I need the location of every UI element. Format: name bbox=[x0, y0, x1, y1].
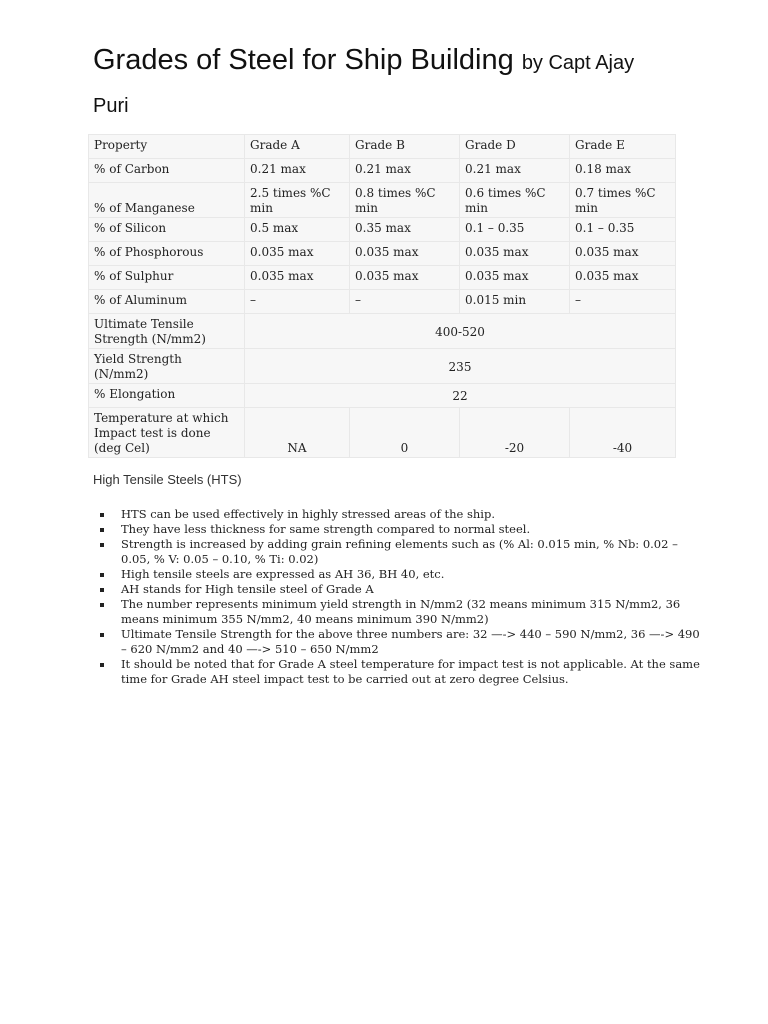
table-cell: % of Sulphur bbox=[89, 266, 245, 290]
table-row bbox=[89, 183, 676, 218]
hts-heading: High Tensile Steels (HTS) bbox=[93, 472, 242, 487]
table-cell: 0.035 max bbox=[570, 242, 676, 266]
table-cell: 0.1 – 0.35 bbox=[460, 218, 570, 242]
header-cell-grade-b: Grade B bbox=[350, 135, 460, 159]
table-cell: 0.35 max bbox=[350, 218, 460, 242]
list-item: Strength is increased by adding grain refining elements such as (% Al: 0.015 min, % Nb: 0.02 – 0.05, % V: 0.05 – 0.10, % Ti: 0.02) bbox=[121, 537, 701, 567]
steel-grades-table bbox=[88, 134, 676, 458]
table-cell: % of Carbon bbox=[89, 159, 245, 183]
table-cell: % of Manganese bbox=[89, 183, 245, 218]
header-cell-property: Property bbox=[89, 135, 245, 159]
table-row bbox=[89, 290, 676, 314]
table-cell: % of Silicon bbox=[89, 218, 245, 242]
table-row bbox=[89, 266, 676, 290]
table-cell: 0.8 times %C min bbox=[350, 183, 460, 218]
table-cell: 0.1 – 0.35 bbox=[570, 218, 676, 242]
title-main: Grades of Steel for Ship Building bbox=[93, 44, 514, 76]
table-row-uts bbox=[89, 314, 676, 349]
table-cell: – bbox=[350, 290, 460, 314]
table-cell: – bbox=[245, 290, 350, 314]
header-cell-grade-d: Grade D bbox=[460, 135, 570, 159]
list-item: High tensile steels are expressed as AH 36, BH 40, etc. bbox=[121, 567, 701, 582]
table-row-yield bbox=[89, 349, 676, 384]
table-row-impact bbox=[89, 408, 676, 458]
table-cell: 0.7 times %C min bbox=[570, 183, 676, 218]
uts-label-cell: Ultimate Tensile Strength (N/mm2) bbox=[89, 314, 245, 349]
table-cell: 0.6 times %C min bbox=[460, 183, 570, 218]
table-cell: 0.035 max bbox=[245, 266, 350, 290]
uts-value-cell: 400-520 bbox=[245, 314, 676, 349]
table-cell: 0.035 max bbox=[350, 242, 460, 266]
hts-bullet-list bbox=[93, 507, 701, 687]
elongation-value-cell: 22 bbox=[245, 384, 676, 408]
elongation-label-cell: % Elongation bbox=[89, 384, 245, 408]
table-row bbox=[89, 159, 676, 183]
list-item: AH stands for High tensile steel of Grade A bbox=[121, 582, 701, 597]
table-cell: 0.035 max bbox=[460, 266, 570, 290]
impact-cell-grade-b: 0 bbox=[350, 408, 460, 458]
table-row bbox=[89, 218, 676, 242]
table-cell: % of Phosphorous bbox=[89, 242, 245, 266]
table-cell: 0.18 max bbox=[570, 159, 676, 183]
impact-cell-grade-e: -40 bbox=[570, 408, 676, 458]
header-cell-grade-e: Grade E bbox=[570, 135, 676, 159]
table-cell: 0.035 max bbox=[460, 242, 570, 266]
impact-label-cell: Temperature at which Impact test is done (deg Cel) bbox=[89, 408, 245, 458]
list-item: They have less thickness for same strength compared to normal steel. bbox=[121, 522, 701, 537]
table-cell: – bbox=[570, 290, 676, 314]
impact-cell-grade-a: NA bbox=[245, 408, 350, 458]
list-item: Ultimate Tensile Strength for the above three numbers are: 32 —-> 440 – 590 N/mm2, 36 —-> 490 – 620 N/mm2 and 40 —-> 510 – 650 N/mm2 bbox=[121, 627, 700, 656]
list-item: It should be noted that for Grade A steel temperature for impact test is not applicable. At the same time for Grade AH steel impact test to be carried out at zero degree Celsius. bbox=[121, 657, 700, 686]
table-cell: 0.21 max bbox=[350, 159, 460, 183]
table-header-row bbox=[89, 135, 676, 159]
table-cell: 0.035 max bbox=[245, 242, 350, 266]
yield-label-cell: Yield Strength (N/mm2) bbox=[89, 349, 245, 384]
list-item: HTS can be used effectively in highly stressed areas of the ship. bbox=[121, 507, 701, 522]
impact-cell-grade-d: -20 bbox=[460, 408, 570, 458]
title-byline: by Capt Ajay Puri bbox=[93, 52, 635, 117]
table-cell: % of Aluminum bbox=[89, 290, 245, 314]
table-cell: 0.035 max bbox=[570, 266, 676, 290]
table-row bbox=[89, 242, 676, 266]
table-cell: 0.015 min bbox=[460, 290, 570, 314]
header-cell-grade-a: Grade A bbox=[245, 135, 350, 159]
table-cell: 0.035 max bbox=[350, 266, 460, 290]
table-cell: 0.5 max bbox=[245, 218, 350, 242]
page-title bbox=[93, 40, 673, 126]
table-cell: 0.21 max bbox=[245, 159, 350, 183]
table-row-elongation bbox=[89, 384, 676, 408]
table-cell: 2.5 times %C min bbox=[245, 183, 350, 218]
yield-value-cell: 235 bbox=[245, 349, 676, 384]
list-item: The number represents minimum yield strength in N/mm2 (32 means minimum 315 N/mm2, 36 means minimum 355 N/mm2, 40 means minimum 390 N/mm2) bbox=[121, 597, 701, 627]
table-cell: 0.21 max bbox=[460, 159, 570, 183]
